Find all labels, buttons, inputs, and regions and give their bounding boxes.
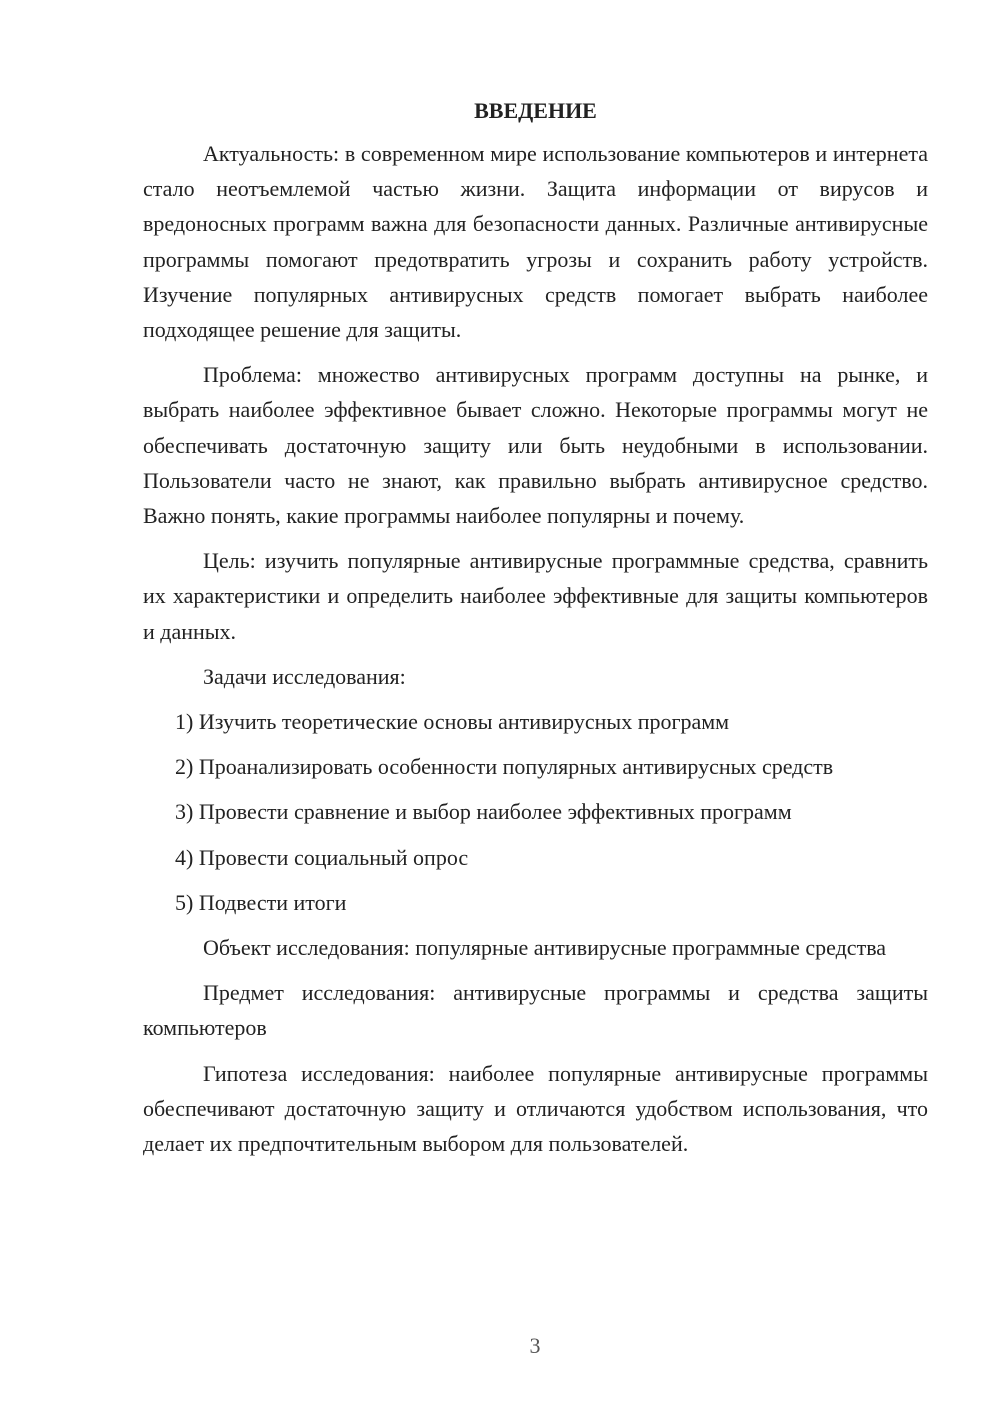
paragraph-hypothesis: Гипотеза исследования: наиболее популярные антивирусные программы обеспечивают достаточную защиту и отличаются удобством использования, что делает их предпочтительным выбором для пользователей. bbox=[143, 1060, 928, 1157]
paragraph-relevance: Актуальность: в современном мире использование компьютеров и интернета стало неотъемлемой частью жизни. Защита информации от вирусов и вредоносных программ важна для безопасности данных. Различные антивирусные программы помогают предотвратить угрозы и сохранить работу устройств. Изучение популярных антивирусных средств помогает выбрать наиболее подходящее решение для защиты. bbox=[143, 141, 928, 343]
paragraph-goal: Цель: изучить популярные антивирусные программные средства, сравнить их характеристики и определить наиболее эффективные для защиты компьютеров и данных. bbox=[143, 548, 928, 644]
paragraph-problem: Проблема: множество антивирусных программ доступны на рынке, и выбрать наиболее эффективное бывает сложно. Некоторые программы могут не обеспечивать достаточную защиту или быть неудобными в использовании. Пользователи часто не знают, как правильно выбрать антивирусное средство. Важно понять, какие программы наиболее популярны и почему. bbox=[143, 362, 928, 529]
page-title: ВВЕДЕНИЕ bbox=[474, 98, 597, 123]
task-list bbox=[143, 704, 928, 920]
tasks-heading: Задачи исследования: bbox=[203, 663, 406, 689]
paragraph-subject: Предмет исследования: антивирусные программы и средства защиты компьютеров bbox=[143, 980, 928, 1041]
list-item: 1) Изучить теоретические основы антивирусных программ bbox=[175, 709, 730, 735]
document-page bbox=[143, 94, 928, 1171]
list-item: 3) Провести сравнение и выбор наиболее эффективных программ bbox=[175, 799, 792, 825]
list-item: 4) Провести социальный опрос bbox=[175, 844, 469, 870]
paragraph-object: Объект исследования: популярные антивирусные программные средства bbox=[203, 935, 887, 961]
list-item: 5) Подвести итоги bbox=[175, 889, 347, 915]
list-item: 2) Проанализировать особенности популярных антивирусных средств bbox=[175, 754, 834, 780]
page-number: 3 bbox=[529, 1333, 541, 1358]
